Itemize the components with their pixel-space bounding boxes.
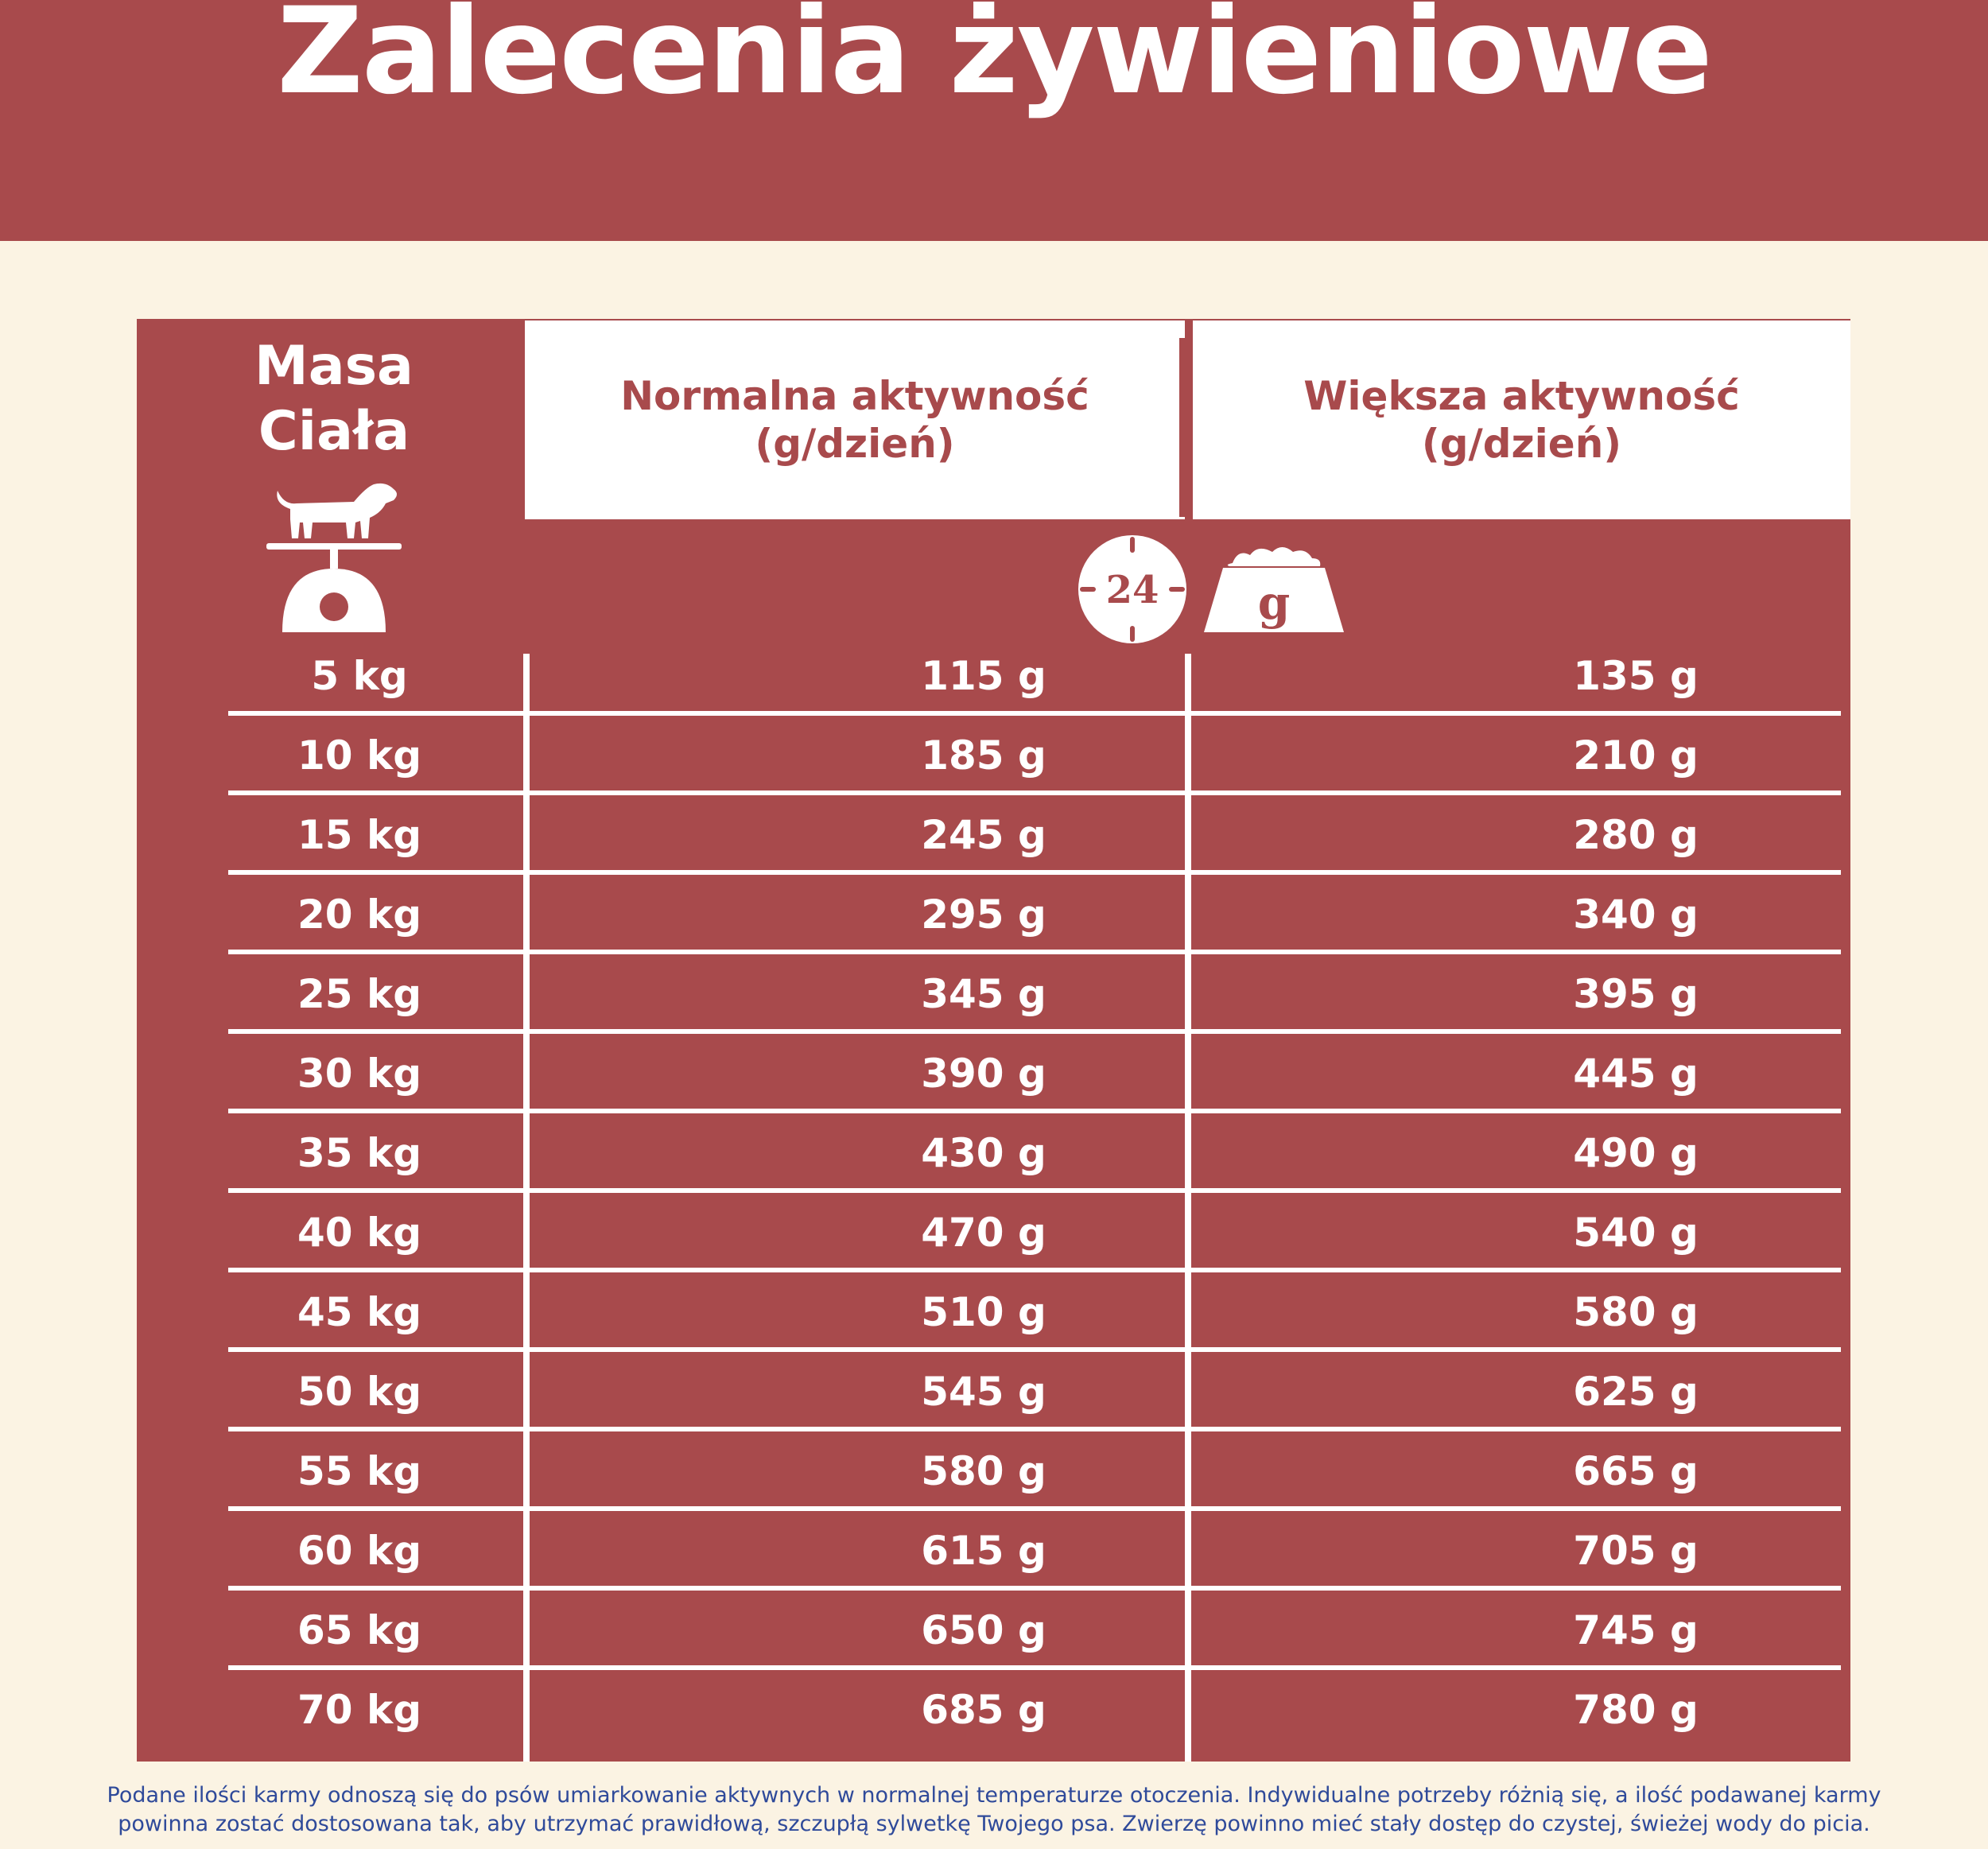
table-row <box>137 1352 1850 1431</box>
bowl-label: g <box>1257 576 1291 630</box>
cell-more: 395 g <box>1573 971 1699 1017</box>
cell-more: 625 g <box>1573 1369 1699 1415</box>
cell-normal: 580 g <box>921 1448 1046 1494</box>
clock-24h-icon <box>1076 533 1189 646</box>
normal-activity-header-line2: (g/dzień) <box>755 421 955 467</box>
cell-more: 665 g <box>1573 1448 1699 1494</box>
table-row <box>137 636 1850 716</box>
cell-normal: 245 g <box>921 812 1046 858</box>
table-row <box>137 1431 1850 1511</box>
cell-normal: 115 g <box>921 653 1046 699</box>
cell-mass: 30 kg <box>297 1051 422 1097</box>
footnote <box>48 1781 1940 1839</box>
cell-mass: 20 kg <box>297 891 422 938</box>
cell-mass: 10 kg <box>297 732 422 779</box>
more-activity-header-line1: Większa aktywność <box>1303 373 1740 419</box>
cell-more: 780 g <box>1573 1687 1699 1733</box>
cell-normal: 685 g <box>921 1687 1046 1733</box>
table-row <box>137 1272 1850 1352</box>
cell-more: 490 g <box>1573 1130 1699 1176</box>
cell-normal: 430 g <box>921 1130 1046 1176</box>
cell-more: 745 g <box>1573 1607 1699 1653</box>
header-divider <box>1179 338 1194 517</box>
cell-mass: 70 kg <box>297 1687 422 1733</box>
cell-more: 540 g <box>1573 1210 1699 1256</box>
cell-more: 705 g <box>1573 1528 1699 1574</box>
cell-mass: 65 kg <box>297 1607 422 1653</box>
cell-mass: 40 kg <box>297 1210 422 1256</box>
cell-more: 445 g <box>1573 1051 1699 1097</box>
cell-mass: 25 kg <box>297 971 422 1017</box>
cell-normal: 650 g <box>921 1607 1046 1653</box>
cell-more: 135 g <box>1573 653 1699 699</box>
cell-normal: 510 g <box>921 1289 1046 1335</box>
table-row <box>137 716 1850 795</box>
cell-normal: 615 g <box>921 1528 1046 1574</box>
cell-mass: 15 kg <box>297 812 422 858</box>
page-title: Zalecenia żywieniowe <box>277 0 1711 121</box>
table-row <box>137 875 1850 954</box>
footnote-line1: Podane ilości karmy odnoszą się do psów umiarkowanie aktywnych w normalnej temperaturze otoczenia. Indywidualne potrzeby różnią się, a ilość podawanej karmy <box>107 1783 1881 1808</box>
mass-header <box>191 334 477 464</box>
table-row <box>137 1511 1850 1591</box>
cell-normal: 185 g <box>921 732 1046 779</box>
cell-more: 280 g <box>1573 812 1699 858</box>
more-activity-header <box>1193 320 1850 519</box>
cell-mass: 55 kg <box>297 1448 422 1494</box>
cell-more: 210 g <box>1573 732 1699 779</box>
clock-label: 24 <box>1105 568 1159 612</box>
cell-normal: 345 g <box>921 971 1046 1017</box>
more-activity-header-line2: (g/dzień) <box>1421 421 1622 467</box>
cell-mass: 5 kg <box>311 653 408 699</box>
cell-normal: 545 g <box>921 1369 1046 1415</box>
table-row <box>137 1670 1850 1750</box>
cell-mass: 35 kg <box>297 1130 422 1176</box>
cell-mass: 50 kg <box>297 1369 422 1415</box>
cell-more: 340 g <box>1573 891 1699 938</box>
header-banner <box>0 0 1988 241</box>
cell-normal: 470 g <box>921 1210 1046 1256</box>
dog-on-scale-icon <box>266 473 402 632</box>
cell-more: 580 g <box>1573 1289 1699 1335</box>
cell-mass: 60 kg <box>297 1528 422 1574</box>
normal-activity-header <box>525 320 1185 519</box>
cell-normal: 390 g <box>921 1051 1046 1097</box>
table-row <box>137 795 1850 875</box>
food-bowl-icon <box>1202 541 1345 632</box>
table-row <box>137 1193 1850 1272</box>
table-row <box>137 1034 1850 1113</box>
table-row <box>137 1113 1850 1193</box>
footnote-line2: powinna zostać dostosowana tak, aby utrzymać prawidłową, szczupłą sylwetkę Twojego psa. Zwierzę powinno mieć stały dostęp do czystej, świeżej wody do picia. <box>118 1812 1870 1836</box>
mass-header-line2: Ciała <box>258 400 410 463</box>
mass-header-line1: Masa <box>254 335 414 398</box>
table-row <box>137 1591 1850 1670</box>
cell-mass: 45 kg <box>297 1289 422 1335</box>
table-row <box>137 954 1850 1034</box>
normal-activity-header-line1: Normalna aktywność <box>620 373 1089 419</box>
cell-normal: 295 g <box>921 891 1046 938</box>
